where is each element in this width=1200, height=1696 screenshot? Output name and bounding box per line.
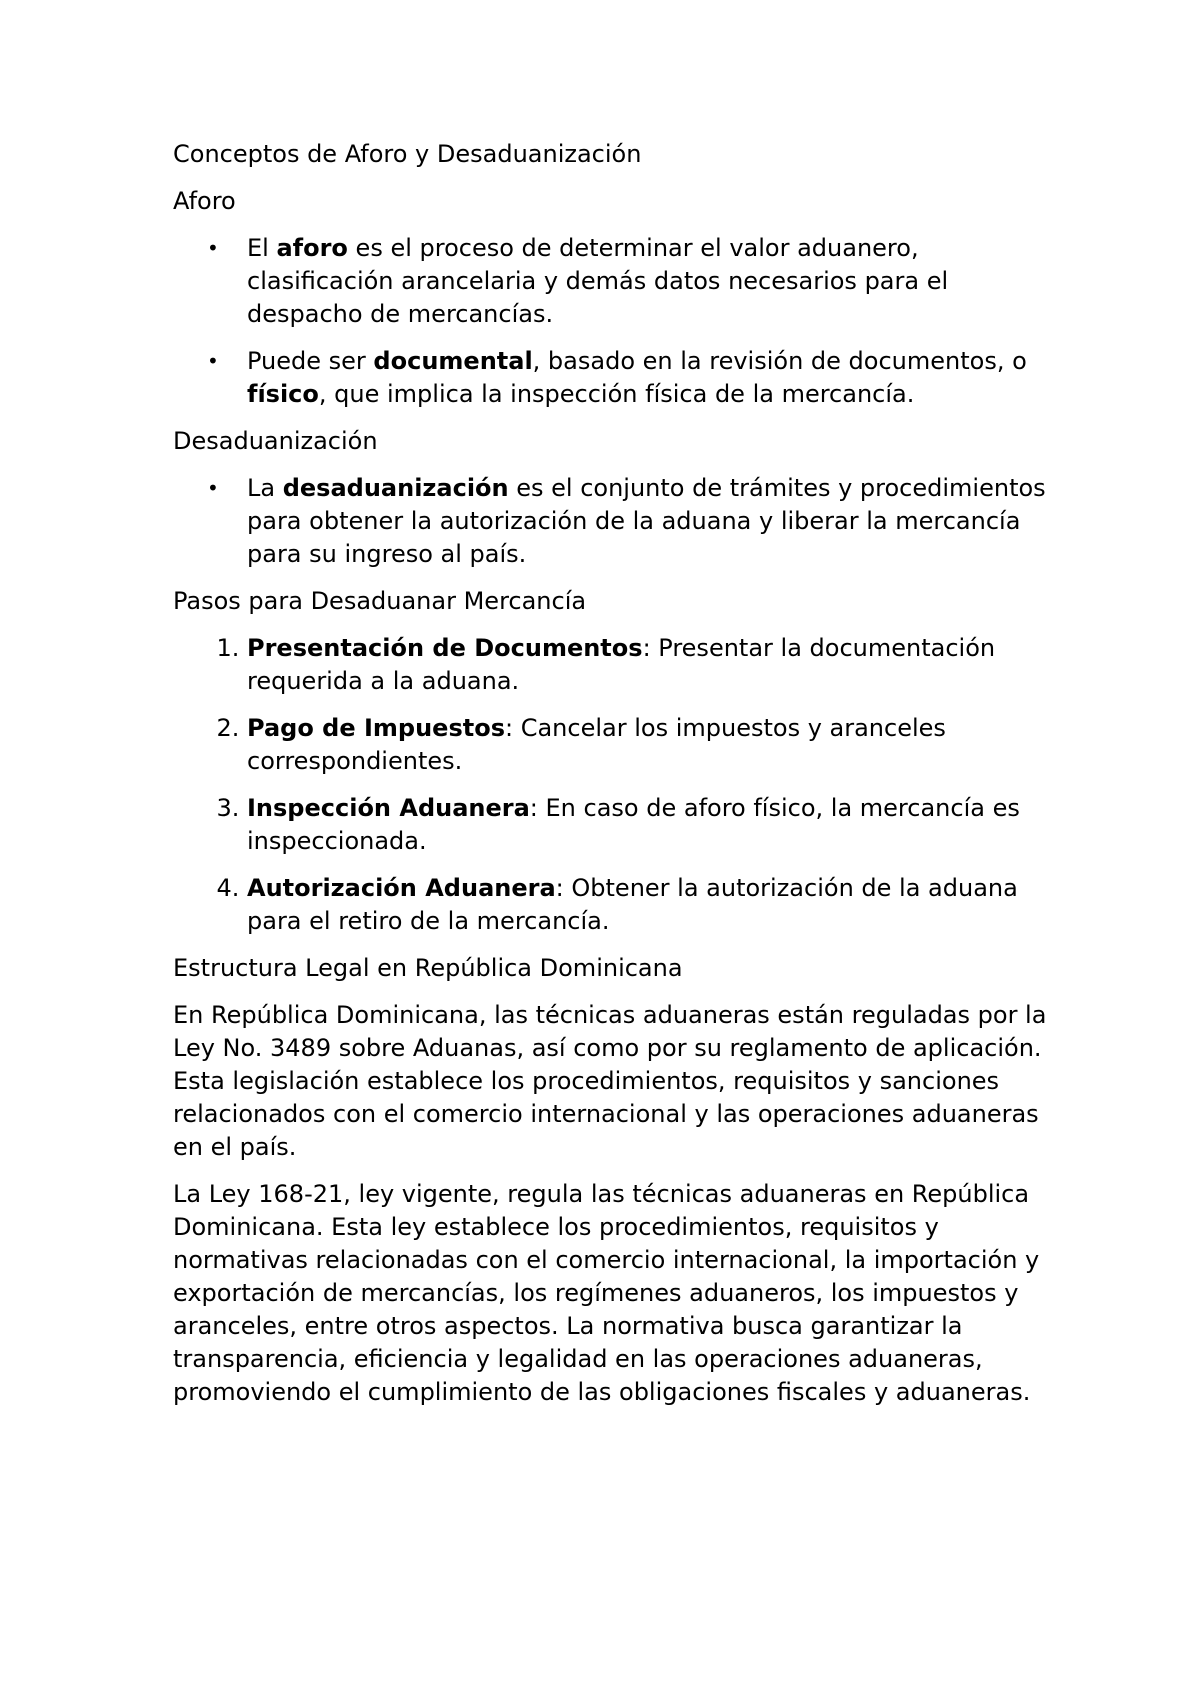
bullet-icon: •: [207, 476, 219, 500]
bold-term: físico: [247, 380, 319, 408]
section-heading-desaduanizacion: Desaduanización: [173, 427, 378, 455]
paragraph: En República Dominicana, las técnicas aduaneras están reguladas por la Ley No. 3489 sobre Aduanas, así como por su reglamento de aplicación. Esta legislación establece los procedimientos, requisitos y sanciones relacionados con el comercio internacional y las operaciones aduaneras en el país.: [173, 1001, 1047, 1161]
list-item: 4. Autorización Aduanera: Obtener la autorización de la aduana para el retiro de la mercancía.: [247, 872, 1053, 938]
bullet-icon: •: [207, 349, 219, 373]
section-heading-aforo: Aforo: [173, 187, 236, 215]
bullet-icon: •: [207, 236, 219, 260]
list-item: 3. Inspección Aduanera: En caso de aforo físico, la mercancía es inspeccionada.: [247, 792, 1053, 858]
document-title: Conceptos de Aforo y Desaduanización: [173, 140, 642, 168]
document-page: [173, 138, 1053, 1423]
list-item: • El aforo es el proceso de determinar el valor aduanero, clasificación arancelaria y demás datos necesarios para el despacho de mercancías.: [207, 234, 949, 328]
bold-term: Inspección Aduanera: [247, 794, 530, 822]
bold-term: documental: [373, 347, 533, 375]
list-item: 1. Presentación de Documentos: Presentar la documentación requerida a la aduana.: [247, 632, 1053, 698]
bold-term: aforo: [276, 234, 348, 262]
bold-term: Presentación de Documentos: [247, 634, 643, 662]
section-heading-estructura: Estructura Legal en República Dominicana: [173, 954, 683, 982]
pasos-numbered-list: [173, 632, 1053, 938]
bold-term: desaduanización: [282, 474, 509, 502]
bold-term: Autorización Aduanera: [247, 874, 556, 902]
desaduanizacion-bullet-list: [173, 472, 1053, 571]
list-item: • La desaduanización es el conjunto de trámites y procedimientos para obtener la autorización de la aduana y liberar la mercancía para su ingreso al país.: [207, 474, 1046, 568]
bold-term: Pago de Impuestos: [247, 714, 505, 742]
paragraph: La Ley 168-21, ley vigente, regula las técnicas aduaneras en República Dominicana. Esta ley establece los procedimientos, requisitos y normativas relacionadas con el comercio internacional, la importación y exportación de mercancías, los regímenes aduaneros, los impuestos y aranceles, entre otros aspectos. La normativa busca garantizar la transparencia, eficiencia y legalidad en las operaciones aduaneras, promoviendo el cumplimiento de las obligaciones fiscales y aduaneras.: [173, 1180, 1040, 1406]
list-item: • Puede ser documental, basado en la revisión de documentos, o físico, que implica la inspección física de la mercancía.: [207, 347, 1027, 408]
section-heading-pasos: Pasos para Desaduanar Mercancía: [173, 587, 587, 615]
aforo-bullet-list: [173, 232, 1053, 411]
list-item: 2. Pago de Impuestos: Cancelar los impuestos y aranceles correspondientes.: [247, 712, 1053, 778]
